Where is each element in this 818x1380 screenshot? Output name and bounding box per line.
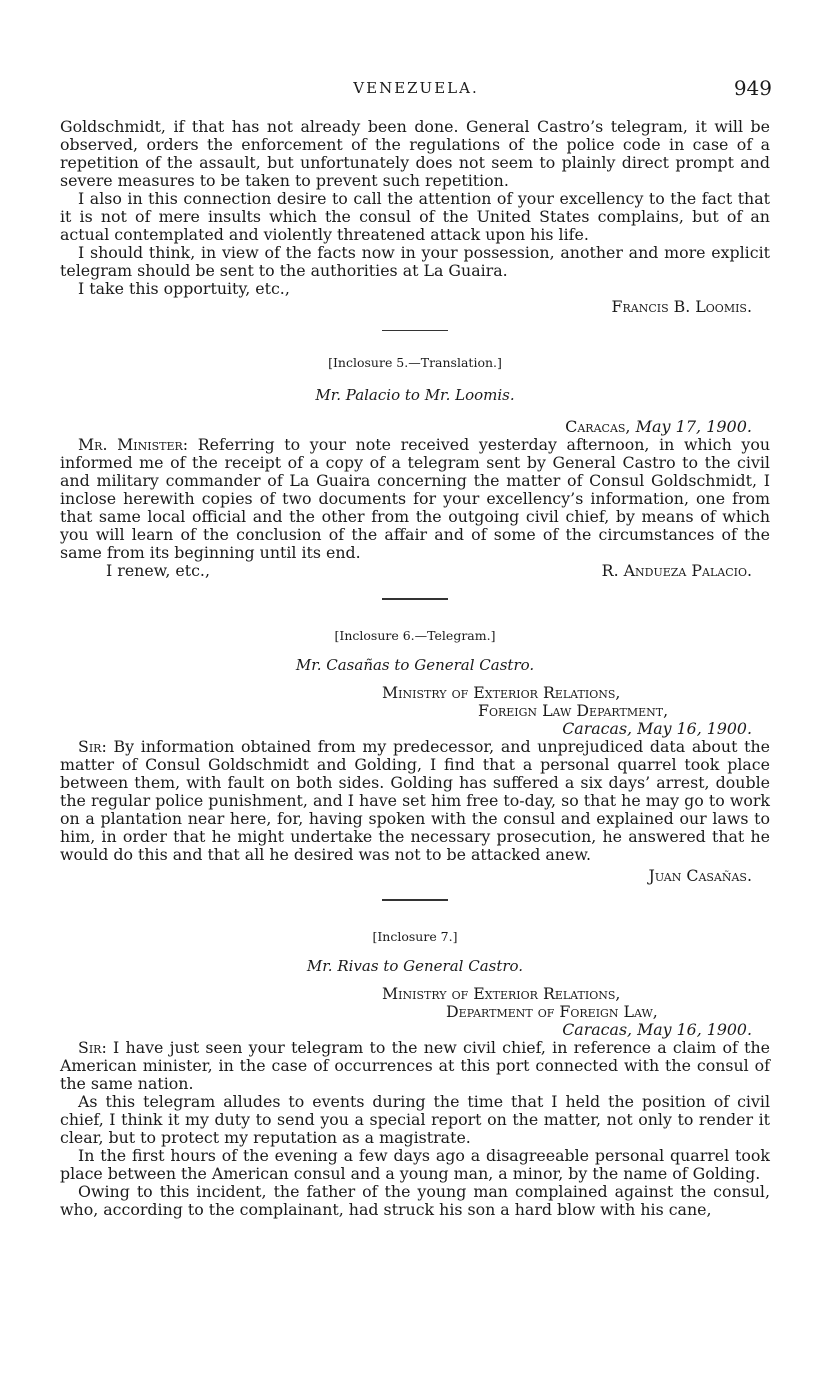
paragraph: In the first hours of the evening a few days ago a disagreeable personal quarrel took place between the American consul and a young man, a minor, by the name of Golding.: [60, 1146, 770, 1183]
address-line: Ministry of Exterior Relations,: [382, 984, 621, 1003]
paragraph: I should think, in view of the facts now in your possession, another and more explicit telegram should be sent to the authorities at La Guaira.: [60, 243, 770, 280]
dateline: Caracas, May 16, 1900.: [562, 719, 752, 738]
dateline-place: Caracas,: [565, 417, 631, 436]
inclosure-label: [Inclosure 7.]: [372, 929, 458, 944]
salutation: Mr. Minister:: [78, 435, 189, 454]
paragraph: [60, 436, 770, 562]
paragraph-text: Referring to your note received yesterday afternoon, in which you informed me of the receipt of a copy of a telegram sent by General Castro to the civil and military commander of La Guaira concerning the matter of Consul Goldschmidt, I inclose herewith copies of two documents for your excellency’s information, one from that same local official and the other from the outgoing civil chief, by means of which you will learn of the conclusion of the affair and of some of the circumstances of the same from its beginning until its end.: [60, 435, 770, 562]
salutation: Sir:: [78, 737, 107, 756]
address-block: [60, 684, 770, 738]
paragraph: I take this opportuity, etc.,: [78, 279, 290, 298]
inclosure-6: [60, 628, 770, 885]
signature: R. Andueza Palacio.: [601, 561, 752, 580]
inclosure-7: [60, 929, 770, 1219]
paragraph: Goldschmidt, if that has not already been done. General Castro’s telegram, it will be observed, orders the enforcement of the regulations of the police code in case of a repetition of the assault, but unfortunately does not seem to plainly direct prompt and severe measures to be taken to prevent such repetition.: [60, 117, 770, 190]
address-line: Foreign Law Department,: [478, 701, 669, 720]
paragraph: [60, 1039, 770, 1093]
dateline-date: May 17, 1900.: [635, 417, 752, 436]
running-head: VENEZUELA.: [353, 79, 479, 97]
page-header: [60, 76, 772, 100]
paragraph: I also in this connection desire to call the attention of your excellency to the fact that it is not of mere insults which the consul of the United States complains, but of an actual contemplated and violently threatened attack upon his life.: [60, 189, 770, 244]
page-body: [60, 118, 770, 1219]
inclosure-label: [Inclosure 5.—Translation.]: [328, 355, 502, 370]
signature: Juan Casañas.: [648, 866, 752, 885]
closing-line: [60, 562, 770, 580]
paragraph-text: By information obtained from my predecessor, and unprejudiced data about the matter of Consul Goldschmidt and Golding, I find that a personal quarrel took place between them, with fault on both sides. Golding has suffered a six days’ arrest, double the regular police punishment, and I have set him free to-day, so that he may go to work on a plantation near here, for, having spoken with the consul and explained our laws to him, in order that he might undertake the necessary prosecution, he answered that he would do this and that all he desired was not to be attacked anew.: [60, 737, 770, 864]
letter-title: Mr. Rivas to General Castro.: [306, 957, 524, 975]
inclosure-5: [60, 355, 770, 580]
address-line: Department of Foreign Law,: [446, 1002, 658, 1021]
dateline: [60, 417, 770, 436]
letter-loomis: [60, 118, 770, 316]
letter-title: Mr. Palacio to Mr. Loomis.: [315, 386, 515, 404]
paragraph: Owing to this incident, the father of the young man complained against the consul, who, according to the complainant, had struck his son a hard blow with his cane,: [60, 1182, 770, 1219]
address-line: Ministry of Exterior Relations,: [382, 683, 621, 702]
paragraph: As this telegram alludes to events during the time that I held the position of civil chief, I think it my duty to send you a special report on the matter, not only to render it clear, but to protect my reputation as a magistrate.: [60, 1092, 770, 1147]
signature: Francis B. Loomis.: [611, 297, 752, 316]
inclosure-label: [Inclosure 6.—Telegram.]: [334, 628, 496, 643]
address-block: [60, 985, 770, 1039]
dateline: Caracas, May 16, 1900.: [562, 1020, 752, 1039]
paragraph-text: I have just seen your telegram to the new civil chief, in reference a claim of the American minister, in the case of occurrences at this port connected with the consul of the same nation.: [60, 1038, 770, 1093]
paragraph: [60, 738, 770, 864]
salutation: Sir:: [78, 1038, 107, 1057]
letter-title: Mr. Casañas to General Castro.: [295, 656, 535, 674]
page-number: 949: [733, 76, 772, 100]
closing: I renew, etc.,: [106, 561, 210, 580]
